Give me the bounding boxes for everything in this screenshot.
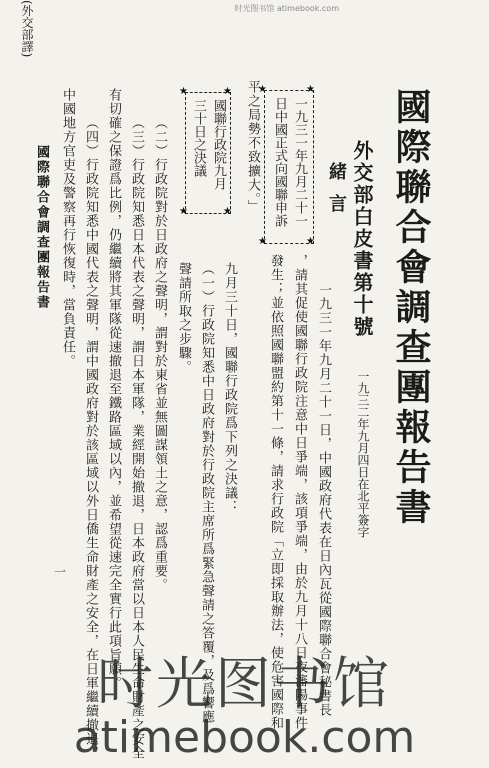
- sidebar-box-line: 三十日之決議: [191, 99, 206, 177]
- body-column: 平之局勢不致擴大。」: [245, 80, 260, 214]
- star-ornament-icon: ★: [179, 206, 188, 217]
- body-column: 有切確之保證爲比例，仍繼續將其軍隊從速撤退至鐵路區域以內，並希望從速完全實行此項旨願。: [106, 88, 121, 690]
- star-ornament-icon: ★: [306, 236, 315, 247]
- document-subtitle: 外交部白皮書第十號: [350, 140, 374, 338]
- watermark-url: atimebook.com: [73, 712, 416, 763]
- star-ornament-icon: ★: [258, 84, 267, 95]
- signing-date-note: 一九三二年九月四日在北平簽字: [356, 370, 370, 538]
- body-column: （四）行政院知悉中國代表之聲明，謂中國政府對於該區域以外日僑生命財產之安全，在日軍繼續撤退，: [83, 116, 98, 760]
- body-column: 中國地方官吏及警察再行恢復時，當負責任。: [60, 88, 75, 368]
- sidebar-box-line: 日中國正式向國聯申訴: [272, 97, 287, 227]
- body-column: 九月三十日，國聯行政院爲下列之決議：: [222, 262, 237, 514]
- sidebar-box-line: 國聯行政院九月: [211, 99, 226, 190]
- section-heading: 緒言: [326, 162, 347, 226]
- body-column: 聲請所取之步驟。: [176, 262, 191, 374]
- title-translator-note: (外交部譯): [20, 0, 34, 58]
- body-column: ，請其促使國聯行政院注意中日爭端，該項爭端，由於九月十八日夜瀋陽事件: [292, 254, 307, 730]
- star-ornament-icon: ★: [179, 86, 188, 97]
- source-watermark-small: 时光图书馆 atimebook.com: [234, 4, 339, 13]
- sidebar-box-line: 一九三一年九月二十一: [292, 97, 307, 227]
- star-ornament-icon: ★: [223, 86, 232, 97]
- body-column: （二）行政院對於日政府之聲明，謂對於東省並無圖謀領土之意，認爲重要。: [152, 116, 167, 592]
- sidebar-box-resolution: [185, 92, 231, 214]
- star-ornament-icon: ★: [306, 84, 315, 95]
- sidebar-box-appeal: [264, 90, 314, 244]
- body-column: 一九三一年九月二十一日，中國政府代表在日內瓦從國際聯合會秘書長: [316, 283, 331, 717]
- body-column: （一）行政院知悉中日政府對於行政院主席所爲緊急聲請之答覆，及爲響應: [199, 262, 214, 724]
- page-number: 一: [53, 565, 66, 579]
- star-ornament-icon: ★: [223, 206, 232, 217]
- running-header: 國際聯合會調查團報告書: [34, 145, 49, 310]
- watermark-brand: 时光图书馆: [97, 652, 392, 717]
- body-column: 發生；並依照國聯盟約第十一條，請求行政院「立即採取辦法，使危害國際和: [268, 254, 283, 730]
- document-title: 國際聯合會調查團報告書: [390, 88, 432, 528]
- star-ornament-icon: ★: [258, 236, 267, 247]
- body-column: （三）行政院知悉日本代表之聲明，謂日本軍隊，業經開始撤退，日本政府當以日本人民生命財產之安全: [129, 116, 144, 760]
